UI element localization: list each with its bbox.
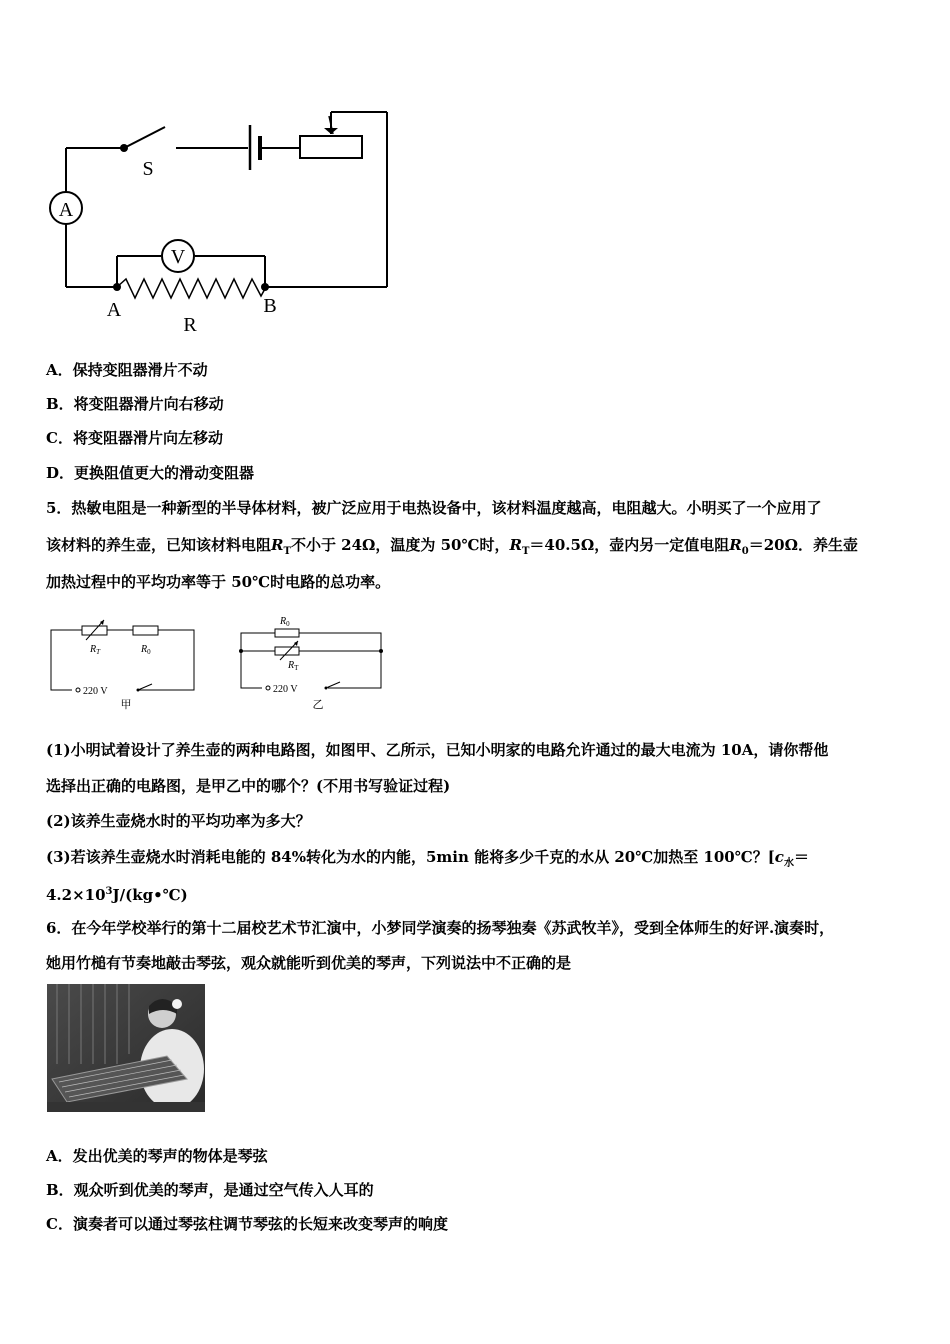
- switch-label: S: [142, 158, 154, 180]
- jia-supply-label: 220 V: [83, 686, 108, 697]
- q4-option-a: A．保持变阻器滑片不动: [46, 361, 208, 379]
- yi-r0-label: $R_0$: [280, 616, 290, 628]
- ammeter-label: A: [58, 199, 74, 221]
- q4-option-b: B．将变阻器滑片向右移动: [46, 395, 224, 413]
- yi-rt-label: $R_T$: [288, 660, 299, 672]
- yi-caption: 乙: [312, 699, 324, 711]
- q6-option-c: C．演奏者可以通过琴弦柱调节琴弦的长短来改变琴声的响度: [46, 1215, 448, 1233]
- jia-r0-label: $R_0$: [141, 644, 151, 656]
- jia-caption: 甲: [120, 699, 132, 711]
- circuit-jia: [40, 608, 210, 718]
- q4-option-d: D．更换阻值更大的滑动变阻器: [46, 464, 255, 482]
- q4-option-c: C．将变阻器滑片向左移动: [46, 429, 223, 447]
- q5-sub1-line2: 选择出正确的电路图，是甲乙中的哪个？(不用书写验证过程): [46, 777, 451, 795]
- yi-supply-label: 220 V: [273, 684, 298, 695]
- q6-option-a: A．发出优美的琴声的物体是琴弦: [46, 1147, 268, 1165]
- q6-stem-line2: 她用竹槌有节奏地敲击琴弦，观众就能听到优美的琴声，下列说法中不正确的是: [46, 954, 572, 972]
- q6-option-b: B．观众听到优美的琴声，是通过空气传入人耳的: [46, 1181, 374, 1199]
- circuit-diagram-1: [0, 0, 420, 345]
- q6-stem-line1: 6．在今年学校举行的第十二届校艺术节汇演中，小梦同学演奏的扬琴独奏《苏武牧羊》，受到全体师生的好评.演奏时，: [46, 919, 835, 937]
- q5-stem-line1: 5．热敏电阻是一种新型的半导体材料，被广泛应用于电热设备中，该材料温度越高，电阻越大。小明买了一个应用了: [46, 499, 822, 517]
- q5-sub1-line1: (1)小明试着设计了养生壶的两种电路图，如图甲、乙所示，已知小明家的电路允许通过的最大电流为 10A，请你帮他: [46, 741, 829, 759]
- node-a-label: A: [106, 299, 122, 321]
- jia-rt-label: $R_T$: [90, 644, 101, 656]
- q5-stem-line2: 该材料的养生壶，已知该材料电阻$R_T$不小于 24Ω，温度为 50℃时，$R_T=40.5\Omega$，壶内另一定值电阻$R_0=20\Omega$．养生壶: [46, 536, 858, 557]
- resistor-label: R: [183, 314, 197, 336]
- node-b-label: B: [263, 295, 277, 317]
- q5-sub2: (2)该养生壶烧水时的平均功率为多大？: [46, 812, 311, 830]
- yangqin-performance-photo: [47, 984, 205, 1112]
- voltmeter-label: V: [170, 246, 186, 268]
- q5-sub3-line2: $4.2\times 10^3J/(kg•℃)$: [46, 886, 188, 904]
- q5-sub3-line1: (3)若该养生壶烧水时消耗电能的 84%转化为水的内能，5min 能将多少千克的水从 20℃加热至 100℃？[$c_水=$: [46, 848, 809, 869]
- q5-stem-line3: 加热过程中的平均功率等于 50℃时电路的总功率。: [46, 573, 391, 591]
- circuit-yi: [230, 608, 400, 718]
